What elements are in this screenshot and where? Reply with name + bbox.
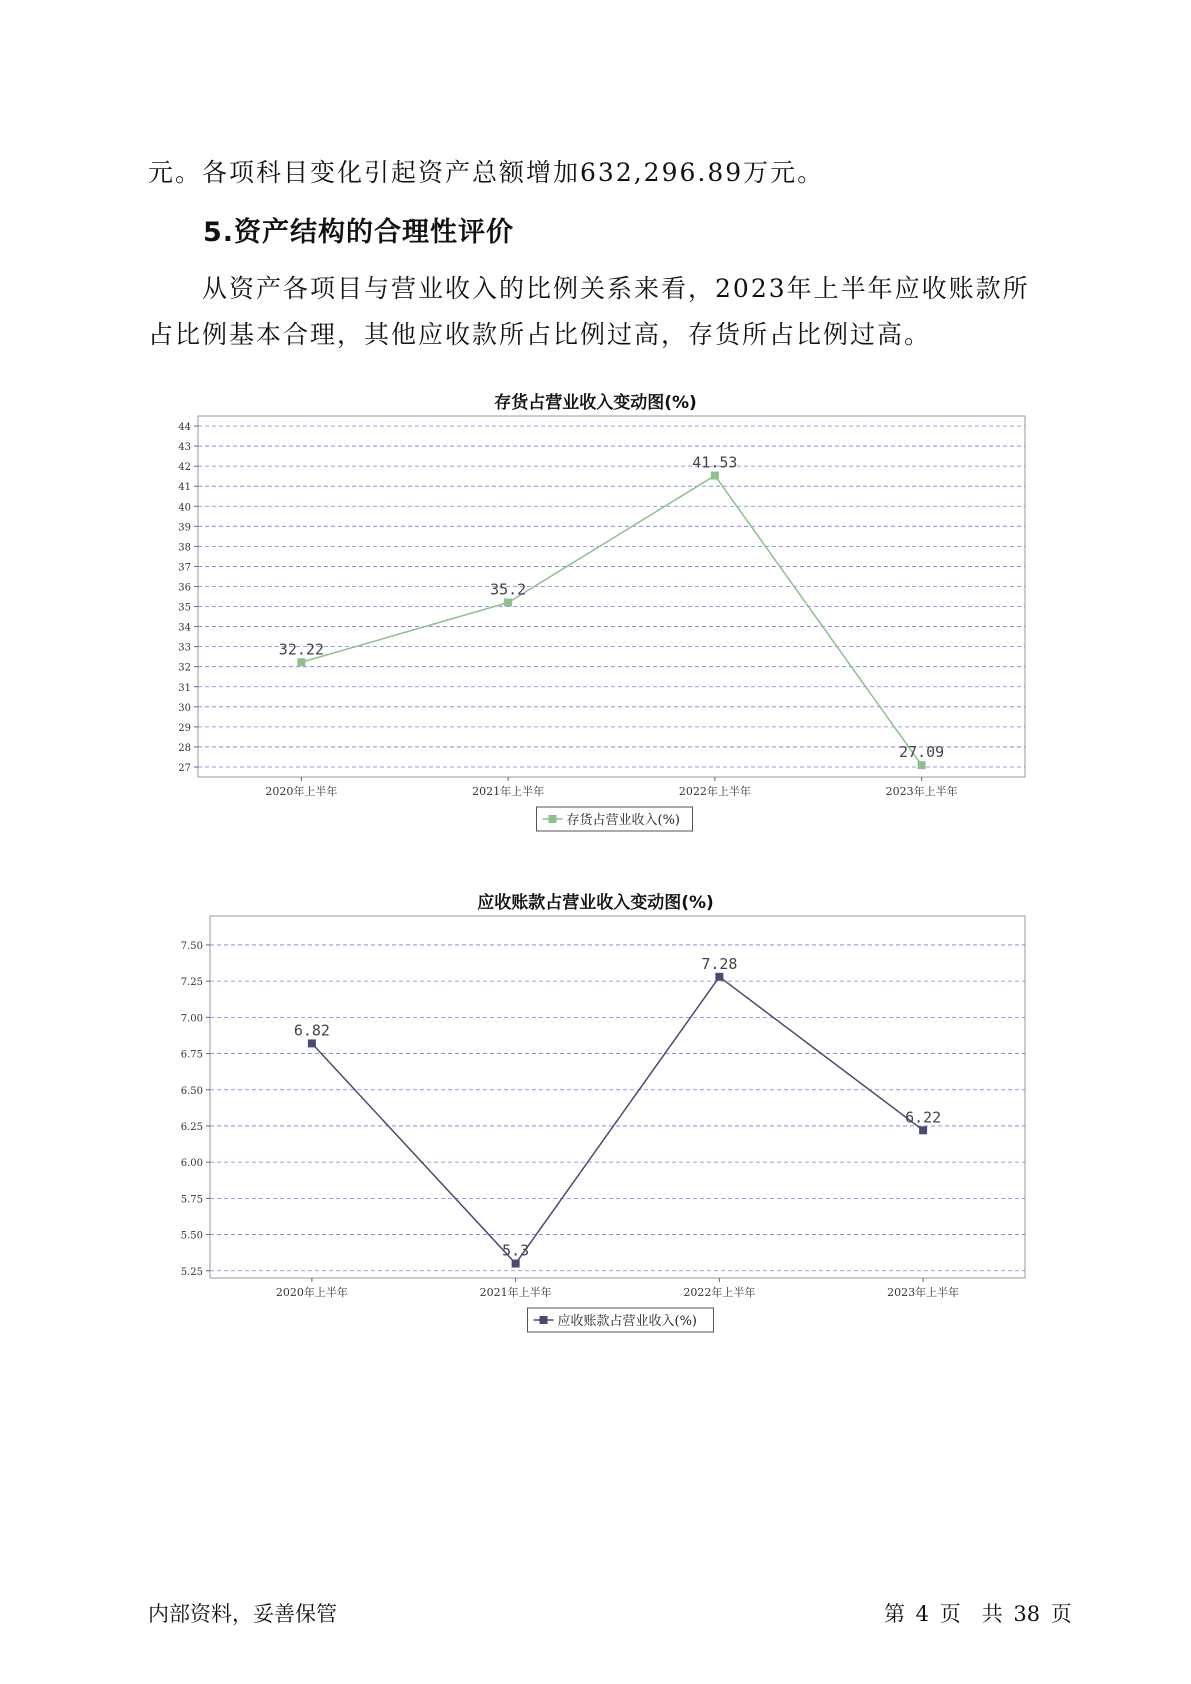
legend-label: 应收账款占营业收入(%) xyxy=(557,1314,697,1329)
y-tick-label: 6.00 xyxy=(180,1158,203,1170)
data-point xyxy=(512,1260,520,1268)
data-label: 32.22 xyxy=(278,640,324,659)
x-tick-label: 2020年上半年 xyxy=(265,785,338,798)
data-point xyxy=(297,658,305,666)
y-tick-label: 33 xyxy=(178,642,191,654)
y-tick-label: 35 xyxy=(178,602,191,614)
data-label: 7.28 xyxy=(701,954,738,973)
data-point xyxy=(504,599,512,607)
legend-marker xyxy=(540,1316,548,1324)
inventory-ratio-chart xyxy=(0,405,1191,845)
chart-legend xyxy=(528,1308,714,1332)
y-tick-label: 5.25 xyxy=(180,1266,203,1278)
x-tick-label: 2022年上半年 xyxy=(678,785,751,798)
data-label: 27.09 xyxy=(899,743,945,762)
receivables-ratio-chart xyxy=(0,905,1191,1345)
y-tick-label: 36 xyxy=(178,582,191,594)
y-tick-label: 39 xyxy=(178,522,191,534)
y-tick-label: 34 xyxy=(178,622,191,634)
data-label: 6.22 xyxy=(905,1108,942,1127)
x-tick-label: 2020年上半年 xyxy=(275,1286,348,1299)
data-label: 35.2 xyxy=(490,580,527,599)
y-tick-label: 6.25 xyxy=(180,1121,203,1133)
legend-marker xyxy=(549,815,557,823)
data-point xyxy=(308,1039,316,1047)
footer-confidential-note: 内部资料，妥善保管 xyxy=(148,1602,337,1626)
y-tick-label: 42 xyxy=(178,462,191,474)
y-tick-label: 31 xyxy=(178,682,191,694)
y-tick-label: 40 xyxy=(178,502,191,514)
y-tick-label: 30 xyxy=(178,702,191,714)
data-point xyxy=(715,973,723,981)
plot-area xyxy=(198,416,1025,777)
y-tick-label: 43 xyxy=(178,442,191,454)
y-tick-label: 37 xyxy=(178,562,191,574)
data-point xyxy=(918,761,926,769)
x-tick-label: 2023年上半年 xyxy=(885,785,958,798)
y-tick-label: 44 xyxy=(178,422,191,434)
y-tick-label: 5.50 xyxy=(180,1230,203,1242)
y-tick-label: 38 xyxy=(178,542,191,554)
y-tick-label: 32 xyxy=(178,662,191,674)
y-tick-label: 7.50 xyxy=(180,940,203,952)
x-tick-label: 2021年上半年 xyxy=(472,785,545,798)
chart-legend xyxy=(537,807,693,831)
data-label: 6.82 xyxy=(293,1021,330,1040)
y-tick-label: 5.75 xyxy=(180,1194,203,1206)
data-point xyxy=(919,1126,927,1134)
y-tick-label: 6.75 xyxy=(180,1049,203,1061)
chart-1-title: 存货占营业收入变动图(%) xyxy=(494,393,697,413)
y-tick-label: 29 xyxy=(178,722,191,734)
section-heading: 5.资产结构的合理性评价 xyxy=(203,217,515,248)
chart-2-title: 应收账款占营业收入变动图(%) xyxy=(477,893,714,913)
legend-label: 存货占营业收入(%) xyxy=(566,813,680,828)
plot-area xyxy=(210,916,1025,1278)
y-tick-label: 41 xyxy=(178,482,191,494)
y-tick-label: 6.50 xyxy=(180,1085,203,1097)
paragraph-continuation: 元。各项科目变化引起资产总额增加632,296.89万元。 xyxy=(148,158,825,187)
data-label: 5.3 xyxy=(502,1241,530,1260)
y-tick-label: 28 xyxy=(178,742,191,754)
data-point xyxy=(711,472,719,480)
footer-page-number: 第 4 页 共 38 页 xyxy=(884,1602,1072,1626)
y-tick-label: 7.00 xyxy=(180,1013,203,1025)
y-tick-label: 7.25 xyxy=(180,977,203,989)
x-tick-label: 2022年上半年 xyxy=(683,1286,756,1299)
x-tick-label: 2021年上半年 xyxy=(479,1286,552,1299)
paragraph-asset-structure: 从资产各项目与营业收入的比例关系来看，2023年上半年应收账款所占比例基本合理，其他应收款所占比例过高，存货所占比例过高。 xyxy=(148,274,1030,349)
y-tick-label: 27 xyxy=(178,762,191,774)
data-label: 41.53 xyxy=(692,453,738,472)
x-tick-label: 2023年上半年 xyxy=(887,1286,960,1299)
